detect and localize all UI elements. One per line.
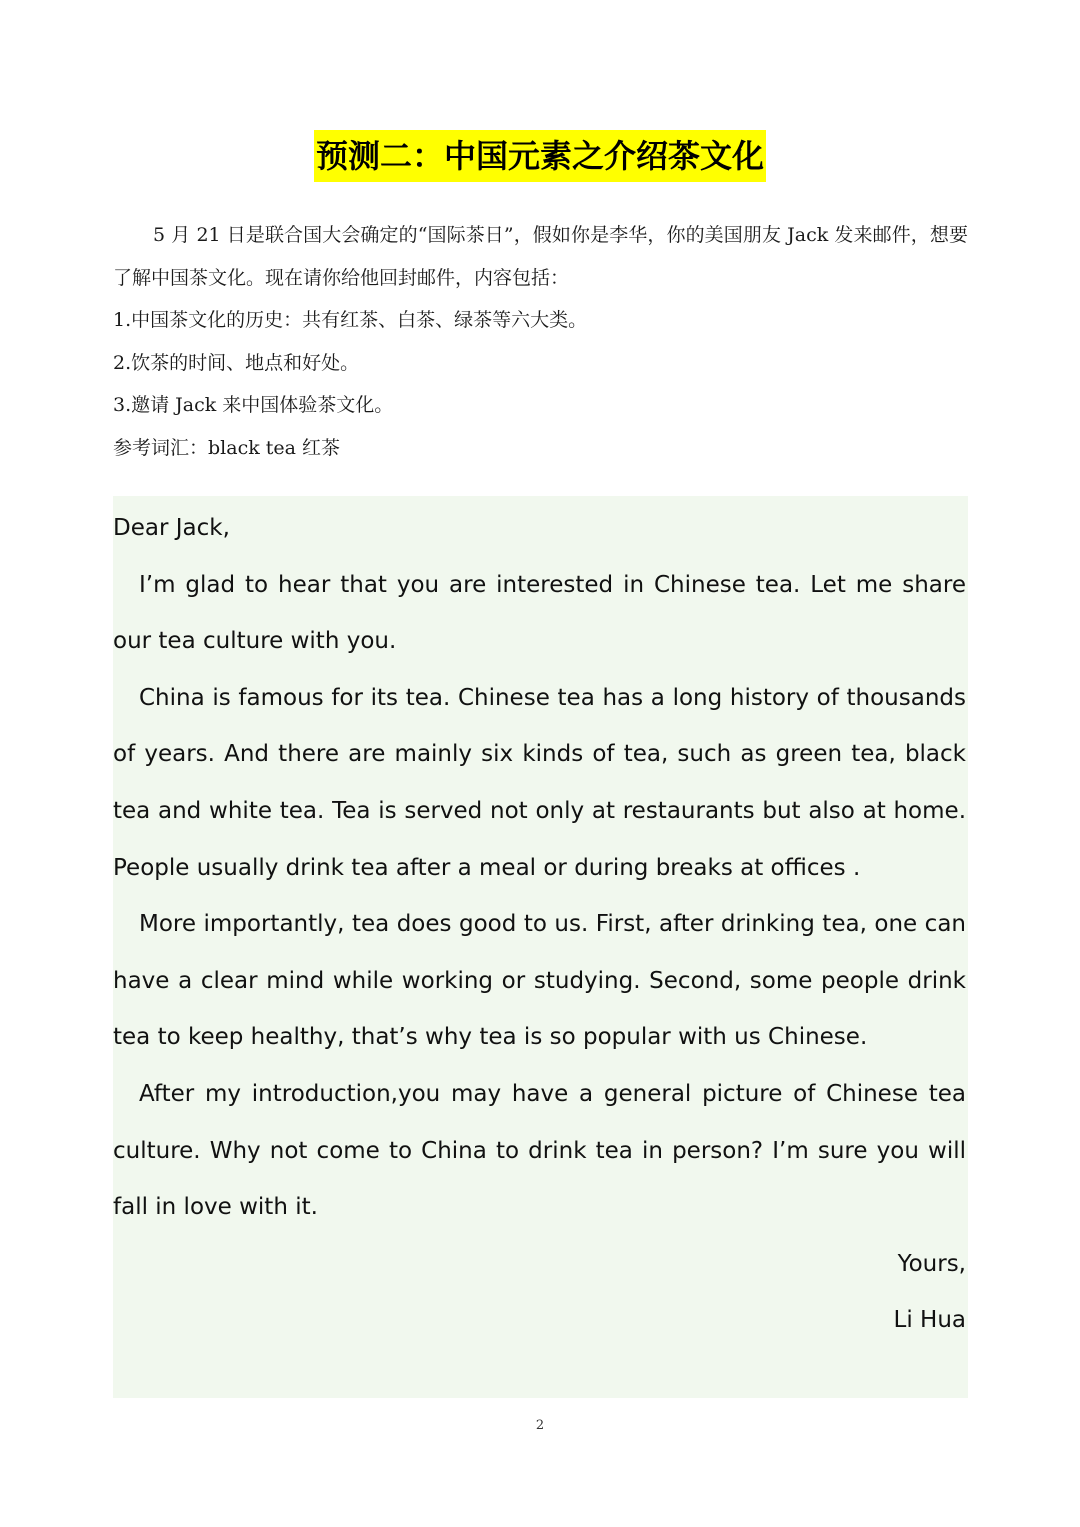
- prompt-point-2: 2.饮茶的时间、地点和好处。: [113, 351, 360, 374]
- letter-signature: Li Hua: [893, 1307, 966, 1334]
- prompt-point-3: 3.邀请 Jack 来中国体验茶文化。: [113, 394, 394, 416]
- letter-closing: Yours,: [897, 1250, 966, 1277]
- writing-prompt: [113, 214, 968, 469]
- letter-paragraph-1: I’m glad to hear that you are interested in Chinese tea. Let me share our tea culture with you.: [113, 571, 966, 655]
- letter-greeting: Dear Jack,: [113, 515, 230, 541]
- page-number: 2: [535, 1418, 545, 1433]
- sample-letter: [113, 500, 966, 1349]
- prompt-point-1: 1.中国茶文化的历史：共有红茶、白茶、绿茶等六大类。: [113, 309, 588, 331]
- prompt-vocab: 参考词汇：black tea 红茶: [113, 436, 341, 459]
- letter-paragraph-2: China is famous for its tea. Chinese tea has a long history of thousands of years. And there are mainly six kinds of tea, such as green tea, black tea and white tea. Tea is served not only at restaurants but also at home. People usually drink tea after a meal or during breaks at offices .: [113, 684, 966, 881]
- letter-paragraph-3: More importantly, tea does good to us. First, after drinking tea, one can have a clear mind while working or studying. Second, some people drink tea to keep healthy, that’s why tea is so popular with us Chinese.: [113, 911, 966, 1051]
- page-title: 预测二：中国元素之介绍茶文化: [314, 130, 766, 182]
- prompt-intro: 5 月 21 日是联合国大会确定的“国际茶日”，假如你是李华，你的美国朋友 Jack 发来邮件，想要了解中国茶文化。现在请你给他回封邮件，内容包括：: [113, 224, 968, 289]
- title-container: [0, 130, 1080, 182]
- letter-paragraph-4: After my introduction,you may have a general picture of Chinese tea culture. Why not come to China to drink tea in person? I’m sure you will fall in love with it.: [113, 1080, 966, 1221]
